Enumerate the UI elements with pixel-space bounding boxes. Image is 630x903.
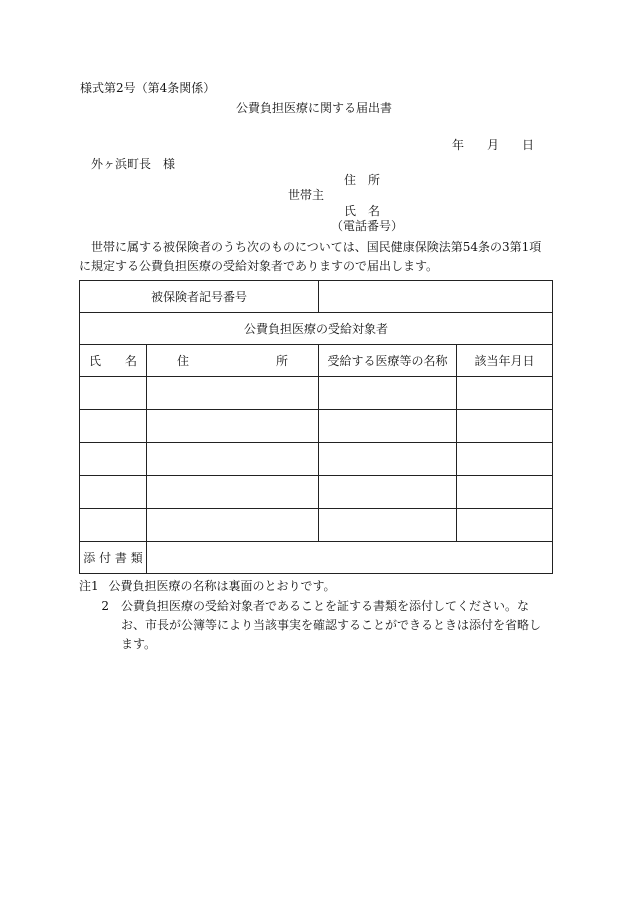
row-address-cell[interactable] — [147, 377, 319, 410]
table-row — [80, 443, 553, 476]
document-title: 公費負担医療に関する届出書 — [236, 101, 393, 115]
row-address-cell[interactable] — [147, 410, 319, 443]
row-name-cell[interactable] — [80, 443, 147, 476]
row-name-cell[interactable] — [80, 410, 147, 443]
date-year: 年 — [452, 138, 465, 152]
row-medical-cell[interactable] — [319, 443, 457, 476]
row-date-cell[interactable] — [457, 377, 553, 410]
address-label: 住 所 — [344, 173, 381, 187]
recipients-header-row — [80, 313, 553, 345]
row-date-cell[interactable] — [457, 443, 553, 476]
column-date: 該当年月日 — [457, 345, 553, 377]
row-address-cell[interactable] — [147, 443, 319, 476]
insured-number-row — [80, 281, 553, 313]
name-label: 氏 名 — [344, 204, 381, 218]
column-header-row — [80, 345, 553, 377]
household-head-label: 世帯主 — [288, 188, 325, 202]
column-address — [147, 345, 319, 377]
insured-number-field[interactable] — [319, 281, 553, 313]
attachments-row — [80, 542, 553, 574]
column-address-part1: 住 — [177, 354, 190, 368]
row-medical-cell[interactable] — [319, 476, 457, 509]
column-name: 氏 名 — [80, 345, 147, 377]
row-name-cell[interactable] — [80, 377, 147, 410]
body-text: 世帯に属する被保険者のうち次のものについては、国民健康保険法第54条の3第1項に規定する公費負担医療の受給対象者でありますので届出します。 — [79, 240, 542, 273]
column-address-part2: 所 — [276, 354, 289, 368]
row-date-cell[interactable] — [457, 410, 553, 443]
table-row — [80, 476, 553, 509]
notification-table — [79, 280, 553, 574]
table-row — [80, 410, 553, 443]
note-2-number: 2 — [101, 599, 109, 613]
date-day: 日 — [522, 138, 535, 152]
recipients-label: 公費負担医療の受給対象者 — [80, 313, 553, 345]
row-medical-cell[interactable] — [319, 509, 457, 542]
note-2 — [79, 597, 551, 654]
row-address-cell[interactable] — [147, 476, 319, 509]
row-address-cell[interactable] — [147, 509, 319, 542]
attachments-field[interactable] — [147, 542, 553, 574]
note-1-number: 注1 — [79, 579, 99, 593]
table-row — [80, 377, 553, 410]
date-month: 月 — [487, 138, 500, 152]
row-date-cell[interactable] — [457, 476, 553, 509]
insured-number-label: 被保険者記号番号 — [80, 281, 319, 313]
column-medical: 受給する医療等の名称 — [319, 345, 457, 377]
row-name-cell[interactable] — [80, 476, 147, 509]
form-number: 様式第2号（第4条関係） — [80, 81, 216, 95]
table-row — [80, 509, 553, 542]
addressee: 外ヶ浜町長 様 — [91, 157, 176, 171]
note-1-text: 公費負担医療の名称は裏面のとおりです。 — [108, 579, 336, 593]
note-2-text: 公費負担医療の受給対象者であることを証する書類を添付してください。なお、市長が公簿等により当該事実を確認することができるときは添付を省略します。 — [121, 599, 542, 651]
attachments-label: 添 付 書 類 — [80, 542, 147, 574]
row-name-cell[interactable] — [80, 509, 147, 542]
row-medical-cell[interactable] — [319, 410, 457, 443]
note-1 — [79, 577, 336, 596]
row-medical-cell[interactable] — [319, 377, 457, 410]
row-date-cell[interactable] — [457, 509, 553, 542]
phone-label: （電話番号） — [331, 219, 404, 233]
